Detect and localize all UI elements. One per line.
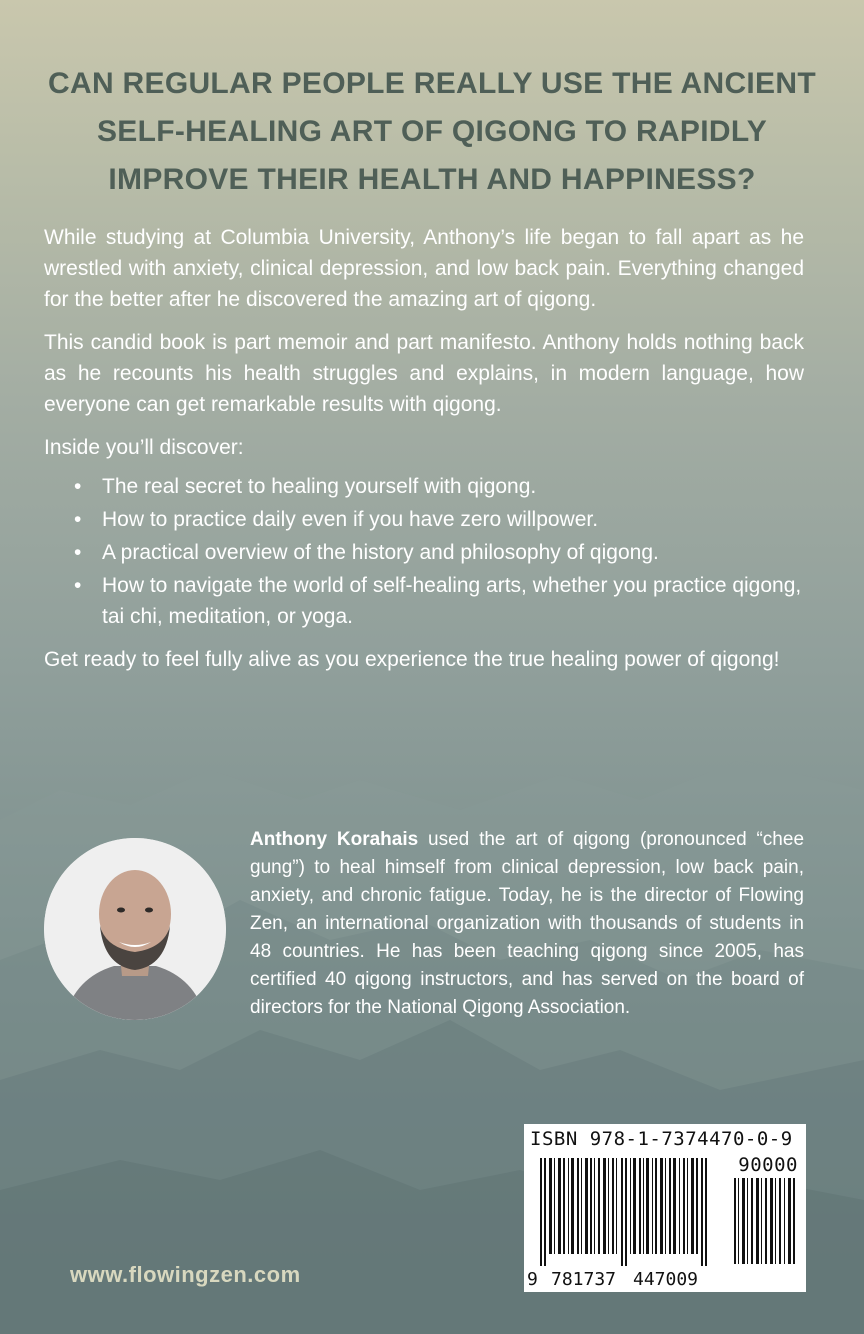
barcode-digit-first: 9	[527, 1269, 538, 1290]
list-item	[44, 570, 804, 632]
bullet-icon: •	[74, 541, 82, 564]
list-item	[44, 471, 804, 502]
headline	[30, 60, 834, 204]
description	[44, 222, 804, 687]
price-code: 90000	[738, 1154, 798, 1176]
paragraph-closing: Get ready to feel fully alive as you experience the true healing power of qigong!	[44, 648, 780, 671]
bullet-text: How to navigate the world of self-healing arts, whether you practice qigong, tai chi, meditation, or yoga.	[102, 574, 802, 628]
barcode-bars	[532, 1158, 712, 1266]
paragraph-intro: While studying at Columbia University, Anthony’s life began to fall apart as he wrestled with anxiety, clinical depression, and low back pain. Everything changed for the better after he discovered the amazing art of qigong.	[44, 226, 804, 311]
barcode-digit-group-2: 447009	[633, 1269, 699, 1290]
list-item	[44, 504, 804, 535]
author-name: Anthony Korahais	[250, 829, 419, 850]
isbn-text: ISBN 978-1-7374470-0-9	[530, 1128, 793, 1150]
bullet-text: The real secret to healing yourself with qigong.	[102, 475, 537, 498]
bullet-text: A practical overview of the history and philosophy of qigong.	[102, 541, 659, 564]
headline-line-3: IMPROVE THEIR HEALTH AND HAPPINESS?	[108, 163, 756, 196]
paragraph-memoir: This candid book is part memoir and part manifesto. Anthony holds nothing back as he recounts his health struggles and explains, in modern language, how everyone can get remarkable results with qigong.	[44, 331, 804, 416]
barcode-digit-group-1: 781737	[551, 1269, 617, 1290]
paragraph-inside: Inside you’ll discover:	[44, 436, 244, 459]
author-bio	[250, 826, 804, 1022]
headline-line-2: SELF-HEALING ART OF QIGONG TO RAPIDLY	[96, 115, 767, 148]
headline-line-1: CAN REGULAR PEOPLE REALLY USE THE ANCIENT	[48, 67, 816, 100]
bullet-icon: •	[74, 475, 82, 498]
author-bio-text: used the art of qigong (pronounced “chee gung”) to heal himself from clinical depression, low back pain, anxiety, and chronic fatigue. Today, he is the director of Flowing Zen, an international organization with thousands of students in 48 countries. He has been teaching qigong since 2005, has certified 40 qigong instructors, and has served on the board of directors for the National Qigong Association.	[250, 829, 805, 1018]
author-photo	[44, 838, 226, 1020]
bullet-list	[44, 471, 804, 632]
bullet-icon: •	[74, 508, 82, 531]
bullet-text: How to practice daily even if you have zero willpower.	[102, 508, 599, 531]
list-item	[44, 537, 804, 568]
price-barcode-bars	[732, 1178, 798, 1264]
barcode	[524, 1124, 806, 1292]
website-link: www.flowingzen.com	[70, 1262, 301, 1287]
bullet-icon: •	[74, 574, 82, 597]
